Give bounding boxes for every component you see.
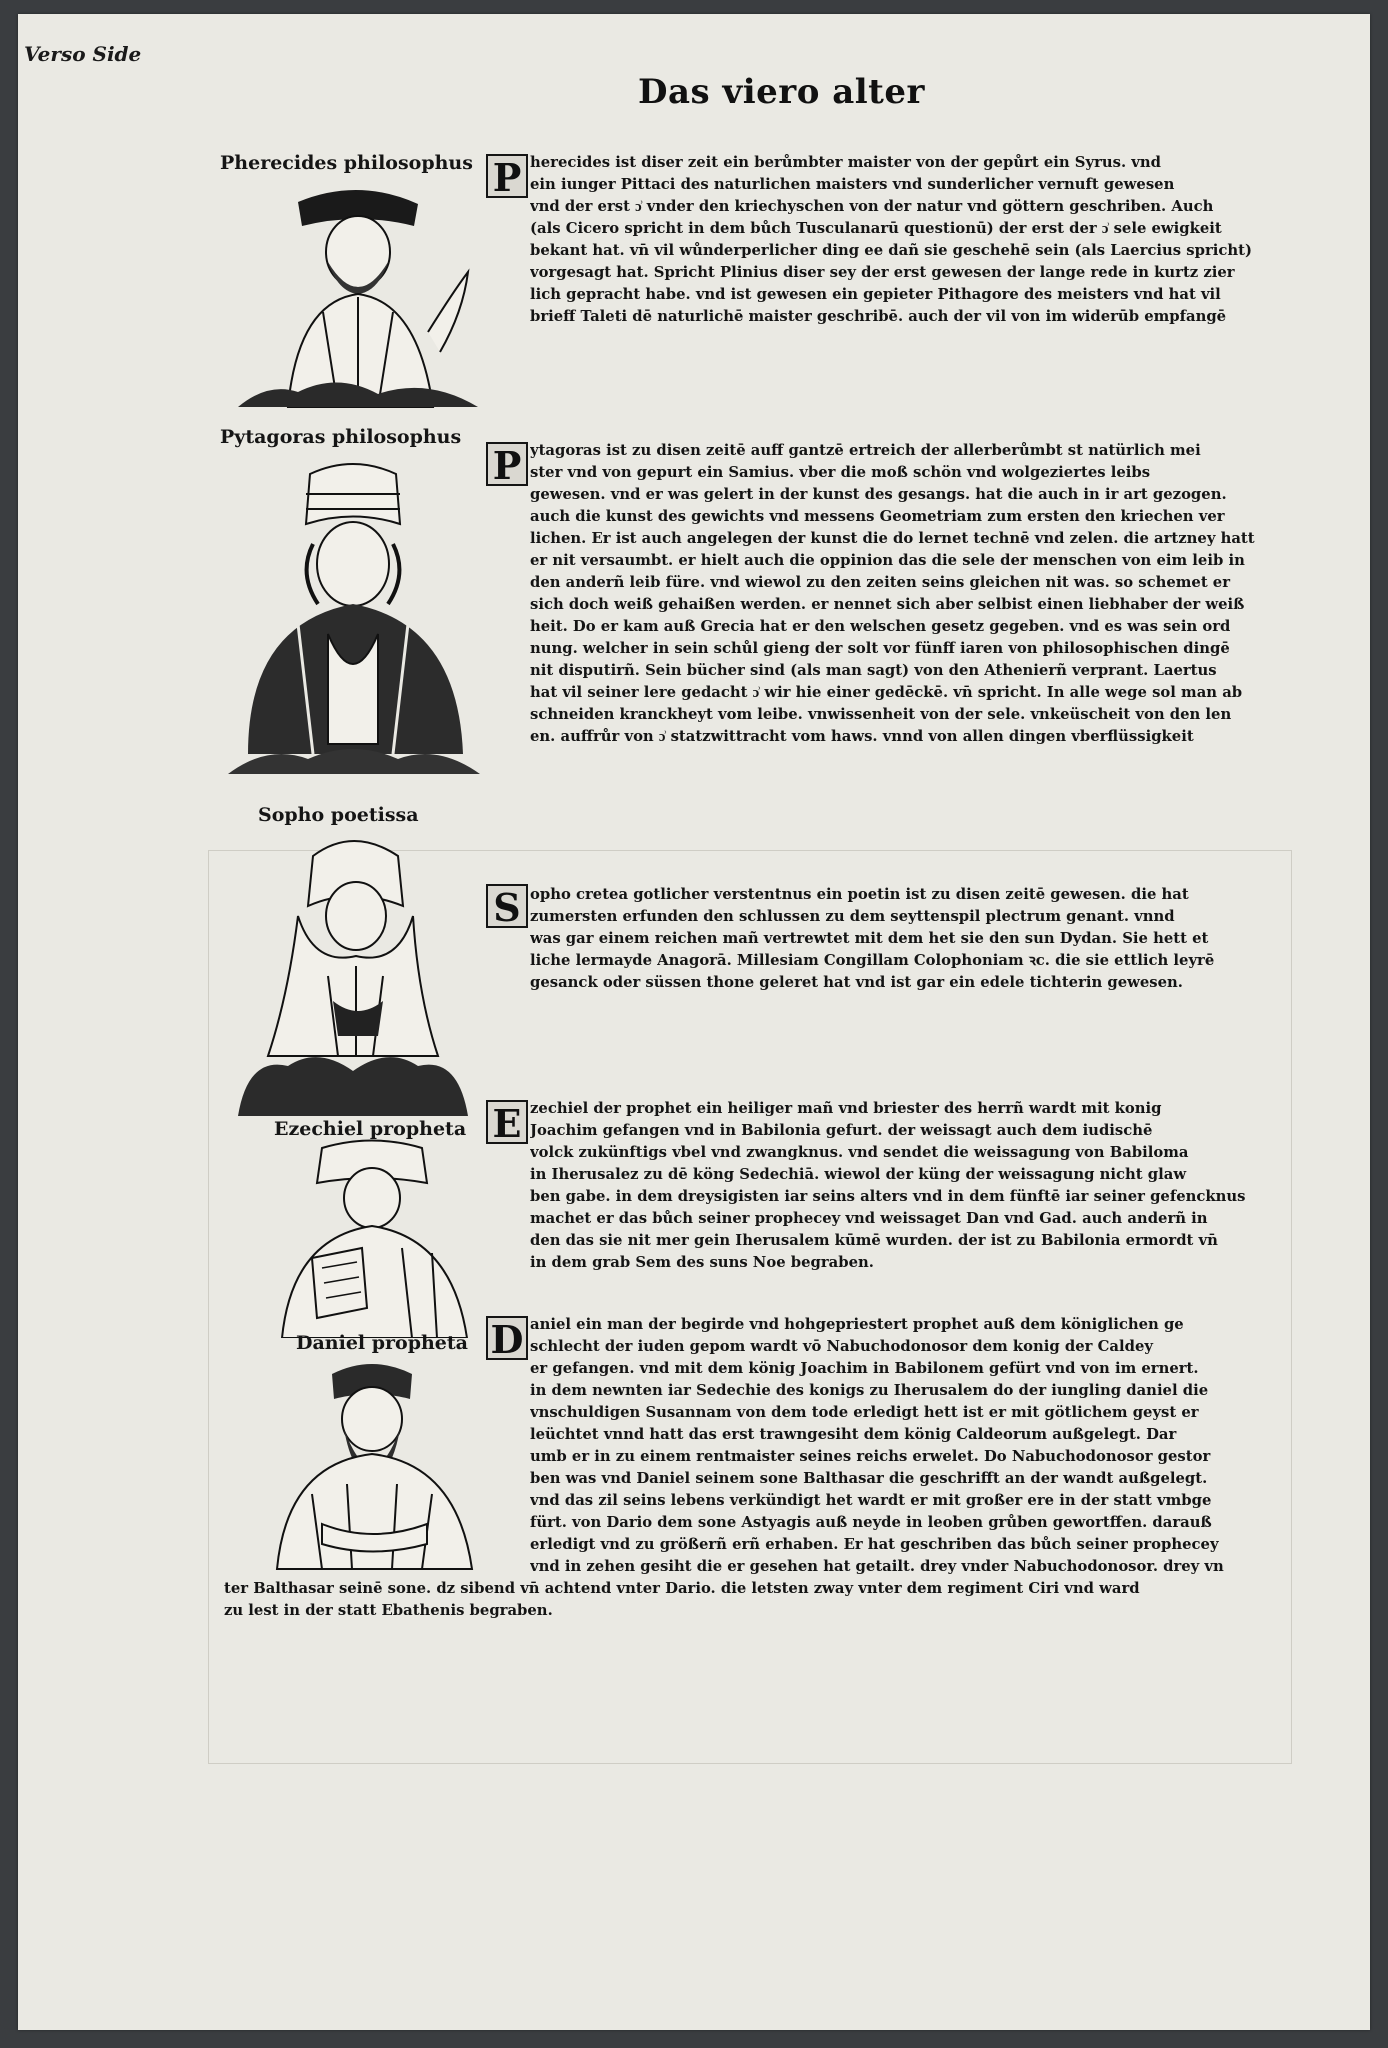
text-line: zu lest in der statt Ebathenis begraben. [224,1602,553,1619]
dropcap-e: E [486,1100,528,1144]
text-line: vnd das zil seins lebens verkündigt het wardt er mit großer ere in der statt vmbge [530,1492,1212,1509]
text-line: ytagoras ist zu disen zeitē auff gantzē ertreich der allerberůmbt st natürlich mei [530,442,1201,459]
running-head: Das viero alter [638,72,925,112]
text-line: volck zukünftigs vbel vnd zwangknus. vnd sendet die weissagung von Babiloma [530,1144,1189,1161]
text-line: lichen. Er ist auch angelegen der kunst die do lernet technē vnd zelen. die artzney hatt [530,530,1255,547]
text-pytagoras [530,440,1290,748]
text-line: ter Balthasar seinē sone. dz sibend vn̄ achtend vnter Dario. die letsten zway vnter dem regiment Ciri vnd ward [224,1580,1140,1597]
scholar-woodcut-icon [228,182,488,412]
text-line: heit. Do er kam auß Grecia hat er den welschen gesetz gegeben. vnd es was sein ord [530,618,1231,635]
text-line: brieff Taleti dē naturlichē maister geschribē. auch der vil von im widerūb empfangē [530,308,1227,325]
text-line: vnschuldigen Susannam von dem tode erledigt hett ist er mit götlichem geyst er [530,1404,1199,1421]
text-pherecides [530,152,1290,328]
text-line: opho cretea gotlicher verstentnus ein poetin ist zu disen zeitē gewesen. die hat [530,886,1189,903]
caption-ezechiel: Ezechiel propheta [274,1118,467,1140]
text-line: den das sie nit mer gein Iherusalem kūmē wurden. der ist zu Babilonia ermordt vn̄ [530,1232,1218,1249]
text-sopho [530,884,1290,994]
text-line: hat vil seiner lere gedacht ɔ͗ wir hie einer gedēckē. vn̄ spricht. In alle wege sol man ab [530,684,1243,701]
bearded-prophet-woodcut-icon [252,1354,492,1574]
dropcap-d: D [486,1316,528,1360]
text-line: fürt. von Dario dem sone Astyagis auß neyde in leoben grůben gewortffen. darauß [530,1514,1212,1531]
text-line: aniel ein man der begirde vnd hohgepriestert prophet auß dem königlichen ge [530,1316,1184,1333]
prophet-with-book-woodcut-icon [252,1138,492,1338]
text-line: zumersten erfunden den schlussen zu dem seyttenspil plectrum genant. vnnd [530,908,1175,925]
text-line: bekant hat. vn̄ vil wůnderperlicher ding ee dañ sie geschehē sein (als Laercius spricht) [530,242,1252,259]
text-line: in dem newnten iar Sedechie des konigs zu Iherusalem do der iungling daniel die [530,1382,1209,1399]
text-line: in dem grab Sem des suns Noe begraben. [530,1254,874,1271]
text-line: vnd der erst ɔ͗ vnder den kriechyschen von der natur vnd göttern geschriben. Auch [530,198,1214,215]
text-line: gewesen. vnd er was gelert in der kunst des gesangs. hat die auch in ir art gezogen. [530,486,1227,503]
text-line: ein iunger Pittaci des naturlichen maisters vnd sunderlicher vernuft gewesen [530,176,1175,193]
text-line: sich doch weiß gehaißen werden. er nennet sich aber selbist einen liebhaber der weiß [530,596,1245,613]
text-line: nit disputirñ. Sein bücher sind (als man sagt) von den Athenierñ verprant. Laertus [530,662,1217,679]
text-line: er gefangen. vnd mit dem könig Joachim in Babilonem gefürt vnd von im ernert. [530,1360,1199,1377]
corner-label: Verso Side [24,42,142,66]
poetess-woodcut-icon [218,826,488,1116]
text-line: (als Cicero spricht in dem bůch Tusculanarū questionū) der erst der ɔ͗ sele ewigkeit [530,220,1222,237]
philosopher-woodcut-icon [218,454,488,774]
caption-pytagoras: Pytagoras philosophus [220,426,462,448]
text-line: umb er in zu einem rentmaister seines reichs erwelet. Do Nabuchodonosor gestor [530,1448,1211,1465]
text-line: in Iherusalez zu dē köng Sedechiā. wiewol der küng der weissagung nicht glaw [530,1166,1187,1183]
text-line: vnd in zehen gesiht die er gesehen hat getailt. drey vnder Nabuchodonosor. drey vn [530,1558,1224,1575]
text-line: ster vnd von gepurt ein Samius. vber die moß schön vnd wolgeziertes leibs [530,464,1151,481]
text-line: nung. welcher in sein schůl gieng der solt vor fünff iaren von philosophischen dingē [530,640,1230,657]
text-line: lich gepracht habe. vnd ist gewesen ein gepieter Pithagore des meisters vnd hat vil [530,286,1221,303]
caption-pherecides: Pherecides philosophus [220,152,473,174]
text-line: den anderñ leib füre. vnd wiewol zu den zeiten seins gleichen nit was. so schemet er [530,574,1231,591]
text-line: schneiden kranckheyt vom leibe. vnwissenheit von der sele. vnkeüscheit von den len [530,706,1232,723]
book-leaf [18,14,1370,2030]
text-ezechiel [530,1098,1290,1274]
text-line: erledigt vnd zu größerñ erñ erhaben. Er hat geschriben das bůch seiner prophecey [530,1536,1219,1553]
text-line: Joachim gefangen vnd in Babilonia gefurt. der weissagt auch dem iudischē [530,1122,1153,1139]
text-line: machet er das bůch seiner prophecey vnd weissaget Dan vnd Gad. auch anderñ in [530,1210,1208,1227]
text-line: zechiel der prophet ein heiliger mañ vnd briester des herrñ wardt mit konig [530,1100,1162,1117]
text-daniel-fullwidth [224,1578,1290,1622]
caption-daniel: Daniel propheta [296,1332,468,1354]
text-line: ben was vnd Daniel seinem sone Balthasar die geschrifft an der wandt außgelegt. [530,1470,1208,1487]
dropcap-p: P [486,154,528,198]
text-line: er nit versaumbt. er hielt auch die oppinion das die sele der menschen von eim leib in [530,552,1245,569]
text-line: leüchtet vnnd hatt das erst trawngesiht dem könig Caldeorum außgelegt. Dar [530,1426,1177,1443]
dropcap-s: S [486,884,528,928]
text-line: herecides ist diser zeit ein berůmbter maister von der gepůrt ein Syrus. vnd [530,154,1161,171]
text-line: en. auffrůr von ɔ͗ statzwittracht vom haws. vnnd von allen dingen vberflüssigkeit [530,728,1194,745]
text-line: liche lermayde Anagorā. Millesiam Congillam Colophoniam ꝛc. die sie ettlich leyrē [530,952,1215,969]
text-daniel [530,1314,1290,1578]
caption-sopho: Sopho poetissa [258,804,419,826]
dropcap-p: P [486,442,528,486]
text-line: was gar einem reichen mañ vertrewtet mit dem het sie den sun Dydan. Sie hett et [530,930,1209,947]
text-line: vorgesagt hat. Spricht Plinius diser sey der erst gewesen der lange rede in kurtz zier [530,264,1235,281]
text-line: schlecht der iuden gepom wardt vō Nabuchodonosor dem konig der Caldey [530,1338,1153,1355]
text-line: auch die kunst des gewichts vnd messens Geometriam zum ersten den kriechen ver [530,508,1225,525]
text-line: ben gabe. in dem dreysigisten iar seins alters vnd in dem fünftē iar seiner gefencknus [530,1188,1246,1205]
text-line: gesanck oder süssen thone geleret hat vnd ist gar ein edele tichterin gewesen. [530,974,1183,991]
